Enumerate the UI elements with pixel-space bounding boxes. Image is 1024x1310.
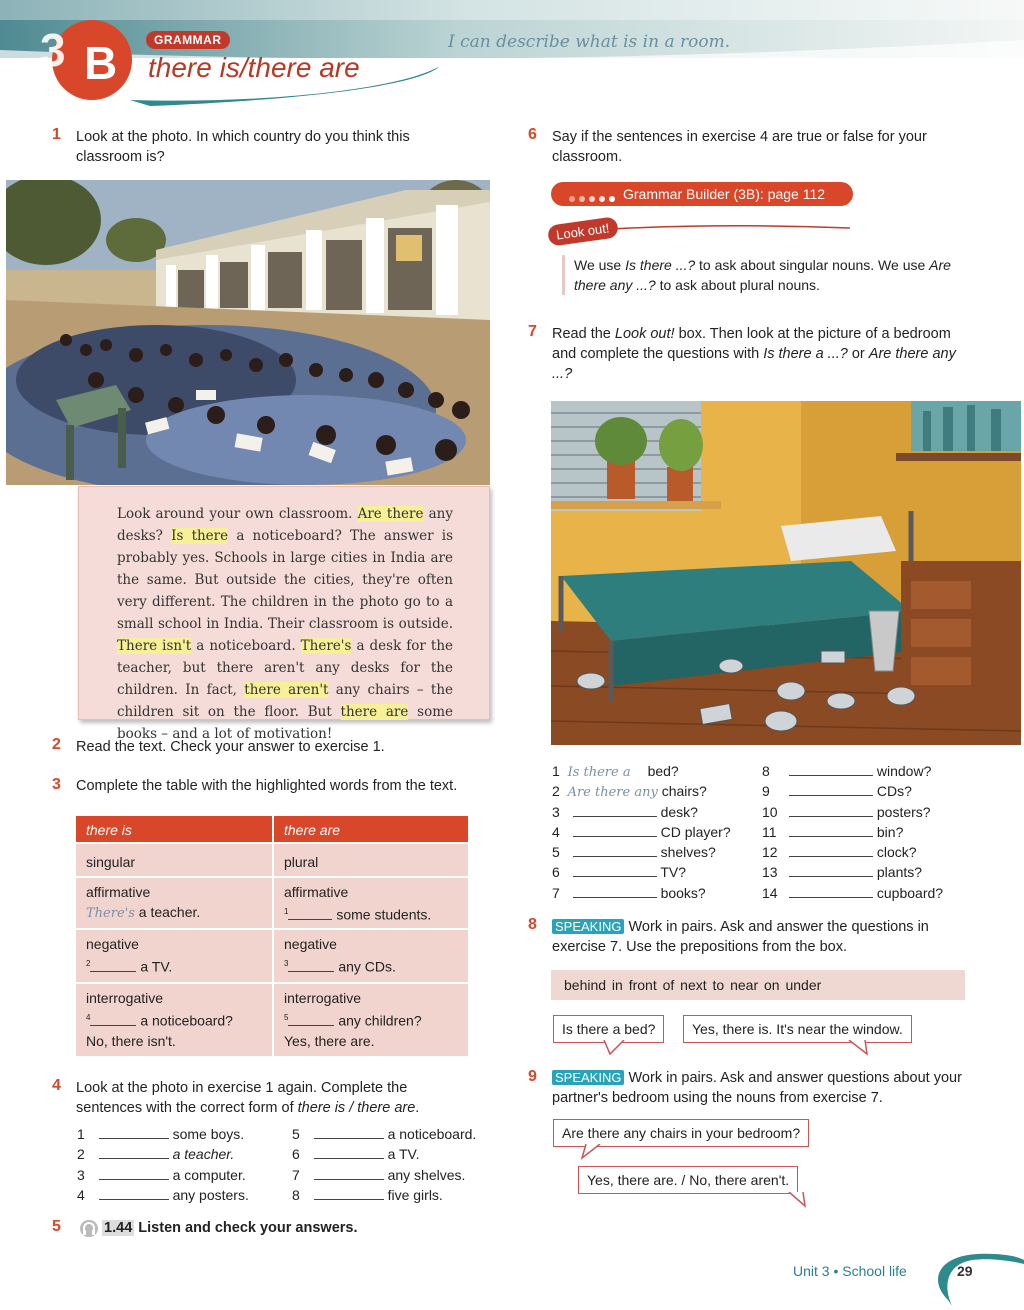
ex1-instruction: Look at the photo. In which country do you think this classroom is? <box>76 129 410 165</box>
table-cell-interrogative-singular: interrogative $^4$ a noticeboard? No, there isn't. <box>76 984 272 1058</box>
table-row <box>76 984 468 1058</box>
page-number: 29 <box>957 1263 973 1279</box>
table-row <box>76 844 468 878</box>
ex2-number: 2 <box>52 736 61 753</box>
list-item: 10 posters? <box>762 803 931 820</box>
footer-swoosh <box>928 1250 1024 1310</box>
answer-blank[interactable] <box>99 1168 169 1180</box>
list-item: 3 desk? <box>552 803 698 820</box>
bubble-tail <box>785 1192 815 1210</box>
highlight-there-are: there are <box>340 704 409 720</box>
list-item: 4 any posters. <box>77 1186 249 1203</box>
ex3-instruction: Complete the table with the highlighted words from the text. <box>76 778 458 794</box>
speaking-tag: SPEAKING <box>552 919 624 934</box>
answer-blank[interactable] <box>789 886 873 898</box>
highlight-there-isnt: There isn't <box>117 638 192 654</box>
answer-blank[interactable] <box>99 1127 169 1139</box>
speech-bubble-answer: Yes, there are. / No, there aren't. <box>578 1166 798 1194</box>
list-item: 7 books? <box>552 884 706 901</box>
ex4-list-left <box>77 1124 277 1205</box>
answer-blank[interactable] <box>288 908 332 920</box>
answer-blank[interactable] <box>314 1168 384 1180</box>
bubble-tail <box>845 1040 875 1058</box>
ex4-list-right <box>292 1124 492 1205</box>
speaking-tag: SPEAKING <box>552 1070 624 1085</box>
answer-blank[interactable] <box>789 865 873 877</box>
unit-badge-letter: B <box>84 37 118 89</box>
ex9-instruction: SPEAKING Work in pairs. Ask and answer questions about your partner's bedroom using the nouns from exercise 7. <box>552 1070 962 1106</box>
list-item: 8 five girls. <box>292 1186 443 1203</box>
bubble-tail <box>600 1040 630 1058</box>
answer-blank[interactable] <box>573 886 657 898</box>
answer-blank[interactable] <box>314 1127 384 1139</box>
highlight-is-there: Is there <box>171 528 229 544</box>
list-item: 1 some boys. <box>77 1126 245 1142</box>
ex7-instruction: Read the Look out! box. Then look at the picture of a bedroom and complete the questions with Is there a ...? or Are there any ...? <box>552 326 956 382</box>
answer-blank[interactable] <box>99 1188 169 1200</box>
answer-blank[interactable] <box>573 805 657 817</box>
table-head-there-are: there are <box>272 816 468 844</box>
answer-blank[interactable] <box>288 960 334 972</box>
grammar-builder-dots-icon <box>560 190 620 198</box>
speech-bubble-answer: Yes, there is. It's near the window. <box>683 1015 912 1043</box>
ex5-instruction: 1.44 Listen and check your answers. <box>80 1218 380 1238</box>
answer-blank[interactable] <box>789 784 873 796</box>
prepositions-box: behind in front of next to near on under <box>551 970 965 1000</box>
ex5-number: 5 <box>52 1218 61 1235</box>
list-item: 7 any shelves. <box>292 1166 466 1183</box>
table-cell-plural: plural <box>272 844 468 878</box>
list-item: 9 CDs? <box>762 783 912 800</box>
table-cell-negative-plural: negative $^3$ any CDs. <box>272 930 468 984</box>
ex8-instruction: SPEAKING Work in pairs. Ask and answer the questions in exercise 7. Use the prepositions from the box. <box>552 919 929 955</box>
bubble-tail <box>580 1144 610 1162</box>
can-do-statement: I can describe what is in a room. <box>448 32 731 52</box>
ex4-instruction: Look at the photo in exercise 1 again. Complete the sentences with the correct form of there is / there are. <box>76 1080 420 1116</box>
list-item: 5 a noticeboard. <box>292 1126 477 1142</box>
highlight-there-arent: there aren't <box>244 682 329 698</box>
list-item: 13 plants? <box>762 864 923 881</box>
highlight-theres: There's <box>300 638 352 654</box>
answer-blank[interactable] <box>789 805 873 817</box>
ex8-number: 8 <box>528 916 537 933</box>
footer-unit-label: Unit 3 • School life <box>793 1263 907 1279</box>
ex6-instruction: Say if the sentences in exercise 4 are true or false for your classroom. <box>552 129 927 165</box>
speech-bubble-question: Are there any chairs in your bedroom? <box>553 1119 809 1147</box>
ex6-number: 6 <box>528 126 537 143</box>
list-item: 11 bin? <box>762 823 904 840</box>
answer-blank[interactable] <box>288 1014 334 1026</box>
list-item: 2 a teacher. <box>77 1146 235 1163</box>
ex2-instruction: Read the text. Check your answer to exercise 1. <box>76 739 385 755</box>
answer-blank[interactable] <box>789 845 873 857</box>
answer-blank[interactable] <box>314 1147 384 1159</box>
look-out-box: We use Is there ...? to ask about singular nouns. We use Are there any ...? to ask about plural nouns. <box>562 255 972 295</box>
ex7-list-left <box>552 761 752 903</box>
bedroom-illustration <box>551 401 1021 745</box>
reading-text-box <box>78 486 490 742</box>
grammar-table <box>76 816 468 1058</box>
reading-paragraph: Look around your own classroom. Are there any desks? Is there a noticeboard? The answer is probably yes. Schools in large cities in India are the same. But outside the cities, they're often very different. The children in the photo go to a small school in India. Their classroom is outside. There isn't a noticeboard. There's a desk for the teacher, but there aren't any desks for the children. In fact, there aren't any chairs – the children sit on the floor. But there are some books – and a lot of motivation! <box>117 506 454 742</box>
list-item: 3 a computer. <box>77 1166 246 1183</box>
list-item: 4 CD player? <box>552 823 731 840</box>
list-item: 1 Is there a bed? <box>552 763 679 780</box>
table-row <box>76 878 468 930</box>
table-header-row <box>76 816 468 844</box>
unit-badge <box>36 14 136 100</box>
handwritten-answer: Is there a <box>567 765 631 780</box>
lesson-title: there is/there are <box>148 52 360 83</box>
table-cell-negative-singular: negative $^2$ a TV. <box>76 930 272 984</box>
list-item: 5 shelves? <box>552 844 716 861</box>
ex7-number: 7 <box>528 323 537 340</box>
answer-blank[interactable] <box>314 1188 384 1200</box>
table-row <box>76 930 468 984</box>
grammar-tag: GRAMMAR <box>146 31 230 49</box>
answer-blank[interactable] <box>789 825 873 837</box>
answer-blank[interactable] <box>573 865 657 877</box>
headphones-icon[interactable] <box>80 1220 98 1237</box>
audio-track-number: 1.44 <box>104 1220 133 1236</box>
list-item: 8 window? <box>762 763 932 779</box>
ex4-number: 4 <box>52 1077 61 1094</box>
answer-blank[interactable] <box>573 845 657 857</box>
list-item: 14 cupboard? <box>762 884 944 901</box>
highlight-are-there: Are there <box>357 506 424 522</box>
list-item: 6 TV? <box>552 864 687 881</box>
table-cell-affirmative-singular: affirmative There's a teacher. <box>76 878 272 930</box>
list-item: 2 Are there any chairs? <box>552 783 707 801</box>
list-item: 6 a TV. <box>292 1146 420 1163</box>
look-out-label: Look out! <box>547 216 619 246</box>
list-item: 12 clock? <box>762 844 917 861</box>
answer-blank[interactable] <box>789 764 873 776</box>
answer-blank[interactable] <box>573 825 657 837</box>
answer-blank[interactable] <box>90 960 136 972</box>
table-cell-interrogative-plural: interrogative $^5$ any children? Yes, there are. <box>272 984 468 1058</box>
handwritten-answer: There's <box>86 906 135 921</box>
answer-blank[interactable] <box>99 1147 169 1159</box>
table-cell-singular: singular <box>76 844 272 878</box>
table-cell-affirmative-plural: affirmative $^1$ some students. <box>272 878 468 930</box>
ex1-number: 1 <box>52 126 61 143</box>
answer-blank[interactable] <box>90 1014 136 1026</box>
speech-bubble-question: Is there a bed? <box>553 1015 664 1043</box>
grammar-builder-link[interactable]: Grammar Builder (3B): page 112 <box>551 182 853 206</box>
ex9-number: 9 <box>528 1068 537 1085</box>
table-head-there-is: there is <box>76 816 272 844</box>
classroom-photo <box>6 180 490 485</box>
handwritten-answer: Are there any <box>567 785 658 801</box>
svg-text:3: 3 <box>40 24 66 76</box>
ex3-number: 3 <box>52 776 61 793</box>
ex7-list-right <box>762 761 982 903</box>
